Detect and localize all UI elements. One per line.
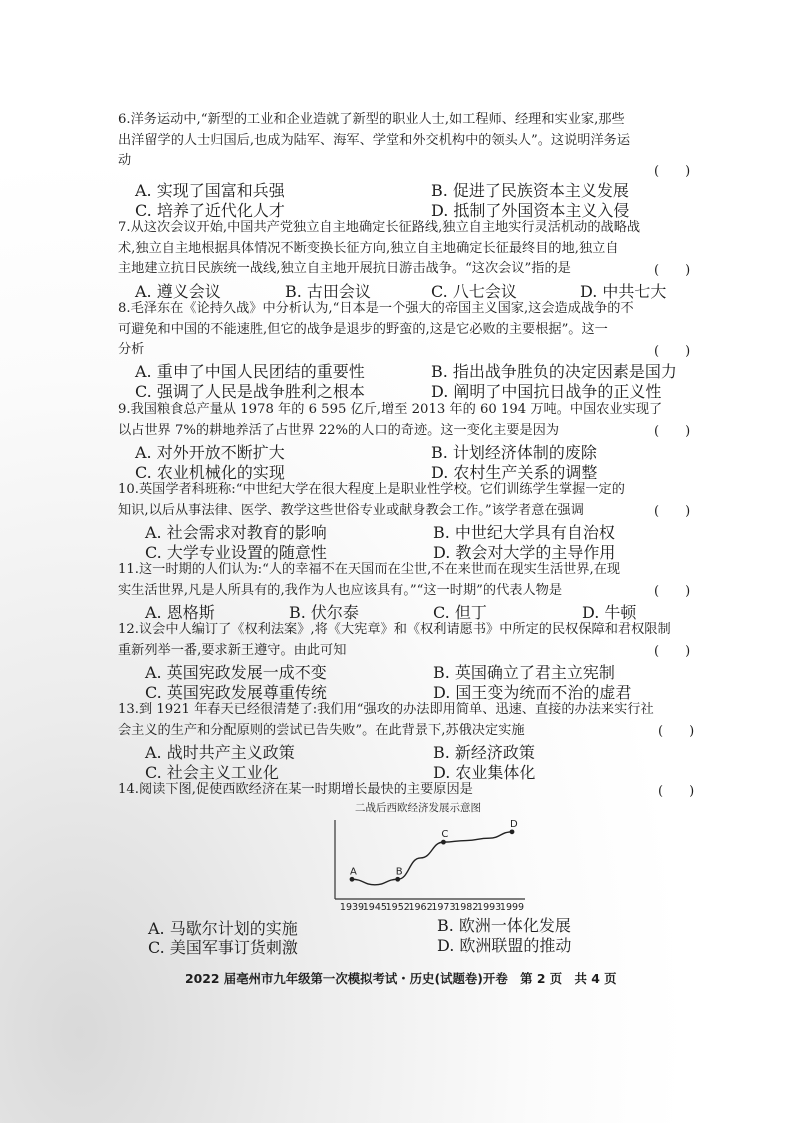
x-tick-label: 1982 <box>454 902 479 913</box>
option-c: C. 社会主义工业化 <box>145 763 279 782</box>
question-text: 主地建立抗日民族统一战线,独立自主地开展抗日游击战争。“这次会议”指的是 <box>118 261 571 276</box>
answer-blank: ( ) <box>654 164 691 179</box>
option-d: D. 欧洲联盟的推动 <box>437 936 572 955</box>
option-c: C. 但丁 <box>433 603 487 622</box>
option-a: A. 英国宪政发展一成不变 <box>145 663 327 682</box>
option-b: B. 指出战争胜负的决定因素是国力 <box>431 362 677 381</box>
x-tick-label: 1939 <box>339 902 365 913</box>
answer-blank: ( ) <box>654 644 691 659</box>
option-c: C. 英国宪政发展尊重传统 <box>145 683 327 702</box>
data-point <box>441 840 446 845</box>
option-a: A. 恩格斯 <box>145 603 215 622</box>
option-b: B. 中世纪大学具有自治权 <box>433 523 615 542</box>
option-d: D. 中共七大 <box>580 282 667 301</box>
question-text: 实生活世界,凡是人所具有的,我作为人也应该具有。”“这一时期”的代表人物是 <box>118 582 563 598</box>
answer-blank: ( ) <box>654 344 691 359</box>
option-a: A. 实现了国富和兵强 <box>135 181 285 200</box>
point-label: B <box>395 866 403 878</box>
option-a: A. 对外开放不断扩大 <box>135 443 285 462</box>
question-text: 知识,以后从事法律、医学、教学这些世俗专业或献身教会工作。”该学者意在强调 <box>118 502 584 518</box>
data-point <box>510 829 515 834</box>
option-b: B. 促进了民族资本主义发展 <box>431 181 629 200</box>
point-label: C <box>441 829 449 841</box>
option-c: C. 农业机械化的实现 <box>135 463 285 482</box>
option-d: D. 农业集体化 <box>433 763 536 782</box>
question-text: 6.洋务运动中,“新型的工业和企业造就了新型的职业人士,如工程师、经理和实业家,那些 <box>118 112 625 127</box>
question-text: 14.阅读下图,促使西欧经济在某一时期增长最快的主要原因是 <box>118 782 473 797</box>
x-tick-label: 1945 <box>362 902 387 913</box>
option-b: B. 欧洲一体化发展 <box>437 916 571 935</box>
question-text: 分析 <box>118 342 145 357</box>
option-d: D. 抵制了外国资本主义入侵 <box>431 201 630 220</box>
question-text: 11.这一时期的人们认为:“人的幸福不在天国而在尘世,不在来世而在现实生活世界,在现 <box>118 562 621 577</box>
option-a: A. 遵义会议 <box>135 282 221 301</box>
option-c: C. 培养了近代化人才 <box>135 201 285 220</box>
option-a: A. 重申了中国人民团结的重要性 <box>135 362 365 381</box>
x-tick-label: 1962 <box>408 902 433 913</box>
option-b: B. 古田会议 <box>285 282 371 301</box>
question-text: 7.从这次会议开始,中国共产党独立自主地确定长征路线,独立自主地实行灵活机动的战略战 <box>118 220 641 235</box>
answer-blank: ( ) <box>654 263 691 278</box>
question-text: 8.毛泽东在《论持久战》中分析认为,“日本是一个强大的帝国主义国家,这会造成战争的不 <box>118 301 634 316</box>
option-d: D. 教会对大学的主导作用 <box>433 543 616 562</box>
option-b: B. 伏尔泰 <box>289 603 359 622</box>
option-a: A. 马歇尔计划的实施 <box>148 919 298 938</box>
answer-blank: ( ) <box>654 424 691 439</box>
data-point <box>350 877 355 882</box>
answer-blank: ( ) <box>658 784 695 799</box>
question-text: 出洋留学的人士归国后,也成为陆军、海军、学堂和外交机构中的领头人”。这说明洋务运 <box>118 132 631 148</box>
page-footer: 2022 届亳州市九年级第一次模拟考试・历史(试题卷)开卷 第 2 页 共 4 页 <box>185 971 617 986</box>
point-label: D <box>510 818 518 830</box>
x-tick-label: 1952 <box>385 902 410 913</box>
option-b: B. 英国确立了君主立宪制 <box>433 663 615 682</box>
question-text: 重新列举一番,要求新王遵守。由此可知 <box>118 642 347 658</box>
option-d: D. 国王变为统而不治的虚君 <box>433 683 632 702</box>
chart-title: 二战后西欧经济发展示意图 <box>355 802 481 814</box>
point-label: A <box>350 866 357 878</box>
series-line <box>352 832 512 885</box>
question-text: 术,独立自主地根据具体情况不断变换长征方向,独立自主地确定长征最终目的地,独立自 <box>118 240 619 256</box>
question-text: 可避免和中国的不能速胜,但它的战争是退步的野蛮的,这是它必败的主要根据”。这一 <box>118 321 608 337</box>
option-a: A. 社会需求对教育的影响 <box>145 523 327 542</box>
option-c: C. 强调了人民是战争胜利之根本 <box>135 382 365 401</box>
data-point <box>395 877 400 882</box>
option-d: D. 牛顿 <box>582 603 637 622</box>
option-a: A. 战时共产主义政策 <box>145 743 295 762</box>
option-b: B. 新经济政策 <box>433 743 535 762</box>
option-c: C. 美国军事订货刺激 <box>148 938 298 957</box>
x-tick-label: 1973 <box>431 902 456 913</box>
option-c: C. 八七会议 <box>431 282 517 301</box>
answer-blank: ( ) <box>654 504 691 519</box>
question-text: 12.议会中人编订了《权利法案》,将《大宪章》和《权利请愿书》中所定的民权保障和君权限制 <box>118 622 671 637</box>
option-d: D. 阐明了中国抗日战争的正义性 <box>431 382 662 401</box>
option-b: B. 计划经济体制的废除 <box>431 443 597 462</box>
answer-blank: ( ) <box>658 724 695 739</box>
answer-blank: ( ) <box>654 584 691 599</box>
option-d: D. 农村生产关系的调整 <box>431 463 598 482</box>
question-text: 以占世界 7%的耕地养活了占世界 22%的人口的奇迹。这一变化主要是因为 <box>118 422 560 438</box>
option-c: C. 大学专业设置的随意性 <box>145 543 327 562</box>
question-text: 10.英国学者科班称:“中世纪大学在很大程度上是职业性学校。它们训练学生掌握一定的 <box>118 482 625 497</box>
question-text: 9.我国粮食总产量从 1978 年的 6 595 亿斤,增至 2013 年的 60 194 万吨。中国农业实现了 <box>118 402 663 417</box>
question-text: 13.到 1921 年春天已经很清楚了:我们用“强攻的办法即用简单、迅速、直接的办法来实行社 <box>118 702 654 717</box>
x-tick-label: 1999 <box>499 902 525 913</box>
question-text: 会主义的生产和分配原则的尝试已告失败”。在此背景下,苏俄决定实施 <box>118 722 525 738</box>
question-text: 动 <box>118 153 132 168</box>
x-tick-label: 1993 <box>477 902 502 913</box>
